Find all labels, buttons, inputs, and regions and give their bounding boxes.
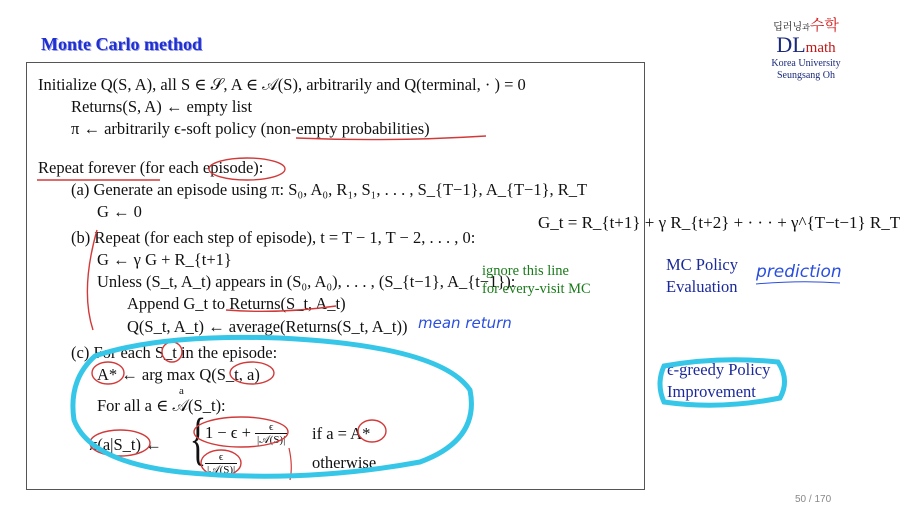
case-2-fraction bbox=[205, 451, 237, 477]
logo-mark-dl: DL bbox=[776, 32, 806, 57]
ignore-note-line-2: for every-visit MC bbox=[482, 281, 591, 297]
logo-university: Korea University bbox=[771, 58, 841, 69]
slide-title: Monte Carlo method bbox=[41, 34, 202, 54]
underline-prediction bbox=[756, 282, 840, 284]
algo-line-init: Initialize Q(S, A), all S ∈ 𝒮, A ∈ 𝒜(S), arbitrarily and Q(terminal, · ) = 0 bbox=[38, 75, 526, 94]
algo-line-generate: (a) Generate an episode using π: S₀, A₀, R₁, S₁, . . . , S_{T−1}, A_{T−1}, R_T bbox=[71, 180, 588, 199]
ignore-note-line-1: ignore this line bbox=[482, 263, 569, 279]
case-1-prefix: 1 − ϵ + bbox=[205, 422, 251, 442]
fraction-denominator: |𝒜(S)| bbox=[257, 434, 286, 446]
mc-policy-evaluation-label bbox=[666, 254, 738, 298]
logo-korean-right: 수학 bbox=[809, 16, 839, 34]
cases-brace: { bbox=[189, 406, 207, 471]
fraction-denominator: |𝒜(S)| bbox=[207, 464, 236, 476]
algo-line-unless: Unless (S_t, A_t) appears in (S₀, A₀), . . . , (S_{t−1}, A_{t−1}): bbox=[97, 272, 516, 291]
algo-line-g-init: G ← 0 bbox=[97, 202, 142, 221]
case-2-value bbox=[205, 451, 237, 477]
algo-line-g-update: G ← γ G + R_{t+1} bbox=[97, 250, 232, 269]
algo-line-for-all: For all a ∈ 𝒜(S_t): bbox=[97, 396, 226, 415]
algo-line-append: Append G_t to Returns(S_t, A_t) bbox=[127, 294, 346, 313]
return-equation: G_t = R_{t+1} + γ R_{t+2} + · · · + γ^{T−t−1} R_T bbox=[538, 213, 900, 232]
greedy-improvement-label bbox=[667, 359, 770, 403]
greedy-line-2: Improvement bbox=[667, 382, 756, 401]
fraction-numerator: ϵ bbox=[255, 421, 287, 434]
case-1-condition: if a = A* bbox=[312, 424, 371, 443]
handwritten-mean-return: mean return bbox=[418, 314, 512, 332]
algo-line-repeat: Repeat forever (for each episode): bbox=[38, 158, 264, 177]
fraction-numerator: ϵ bbox=[205, 451, 237, 464]
logo bbox=[770, 14, 842, 82]
mc-policy-line-2: Evaluation bbox=[666, 277, 738, 296]
ignore-note bbox=[482, 262, 591, 298]
logo-korean-sep: 과 bbox=[802, 23, 810, 32]
algo-line-returns: Returns(S, A) ← empty list bbox=[71, 97, 253, 116]
greedy-line-1: ϵ-greedy Policy bbox=[667, 360, 771, 379]
algo-line-policy: π ← arbitrarily ϵ-soft policy (non-empty probabilities) bbox=[71, 119, 430, 138]
logo-mark-math: math bbox=[805, 40, 836, 56]
handwritten-prediction: prediction bbox=[756, 262, 842, 282]
algo-line-argmax: A* ← arg max Q(S_t, a) bbox=[97, 365, 260, 384]
mc-policy-line-1: MC Policy bbox=[666, 255, 738, 274]
page-number: 50 / 170 bbox=[795, 494, 832, 505]
case-2-condition: otherwise bbox=[312, 453, 377, 472]
logo-korean-left: 딥러닝 bbox=[773, 22, 803, 33]
algo-line-repeat-step: (b) Repeat (for each step of episode), t = T − 1, T − 2, . . . , 0: bbox=[71, 228, 476, 247]
argmax-subscript: a bbox=[179, 385, 184, 397]
logo-mark bbox=[770, 32, 842, 58]
algo-line-for-each: (c) For each S_t in the episode: bbox=[71, 343, 278, 362]
case-1-value bbox=[205, 421, 287, 447]
algo-line-average: Q(S_t, A_t) ← average(Returns(S_t, A_t)) bbox=[127, 317, 408, 336]
algo-line-pi: π(a|S_t) ← bbox=[89, 435, 162, 454]
case-1-fraction bbox=[255, 421, 287, 447]
logo-author: Seungsang Oh bbox=[776, 70, 836, 81]
